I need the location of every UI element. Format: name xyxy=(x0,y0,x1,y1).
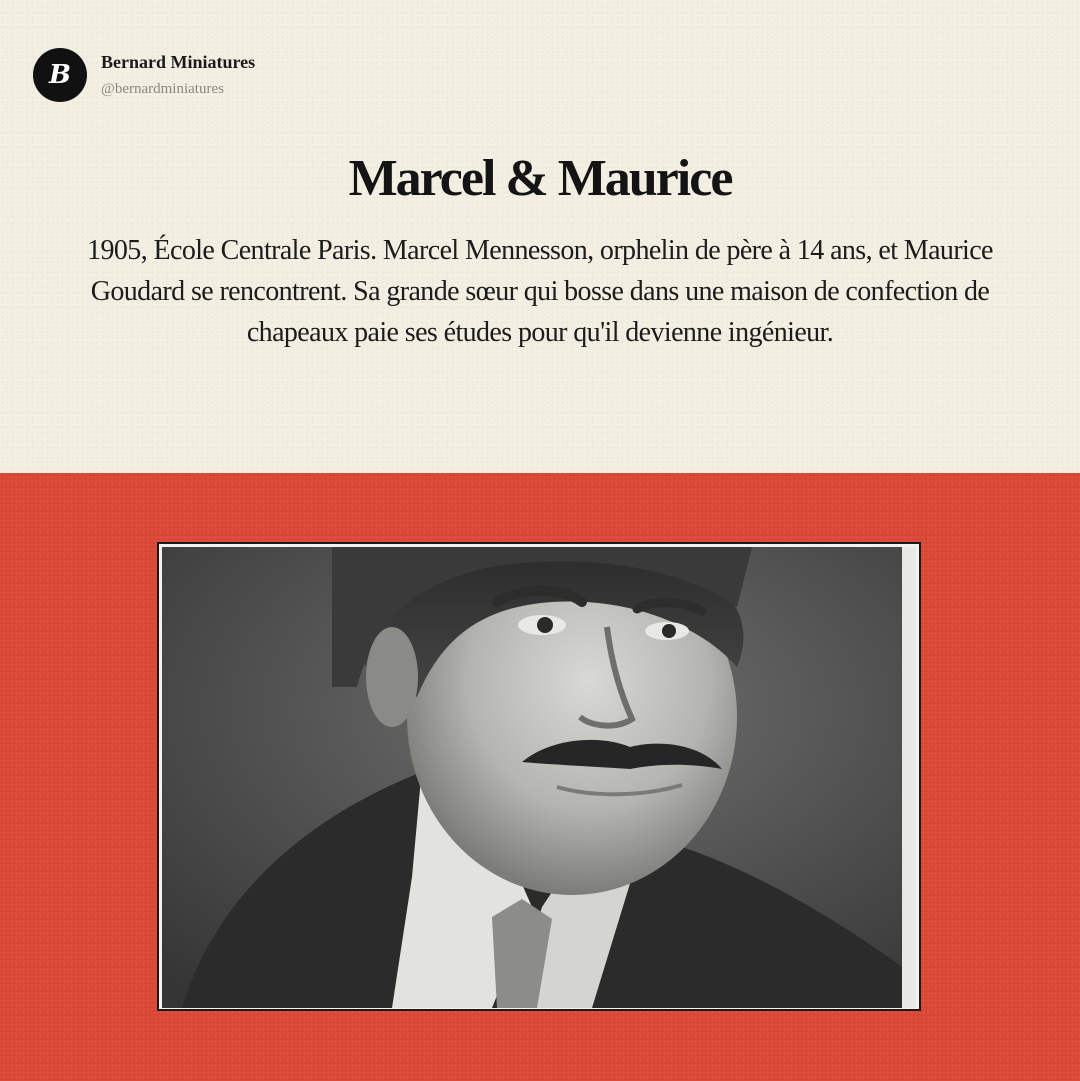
brand-handle[interactable]: @bernardminiatures xyxy=(101,81,224,97)
story-paragraph: 1905, École Centrale Paris. Marcel Mennesson, orphelin de père à 14 ans, et Maurice Goudard se rencontrent. Sa grande sœur qui bosse dans une maison de confection de chapeaux paie ses études pour qu'il devienne ingénieur. xyxy=(87,235,993,348)
avatar[interactable]: B xyxy=(33,48,87,102)
portrait-illustration xyxy=(162,547,916,1008)
portrait-frame xyxy=(157,542,921,1011)
header-section xyxy=(0,0,1080,473)
brand-block[interactable] xyxy=(33,48,255,102)
brand-text xyxy=(101,50,255,100)
brand-name[interactable]: Bernard Miniatures xyxy=(101,52,256,72)
page-title: Marcel & Maurice xyxy=(348,150,732,207)
portrait-photo xyxy=(162,547,916,1008)
